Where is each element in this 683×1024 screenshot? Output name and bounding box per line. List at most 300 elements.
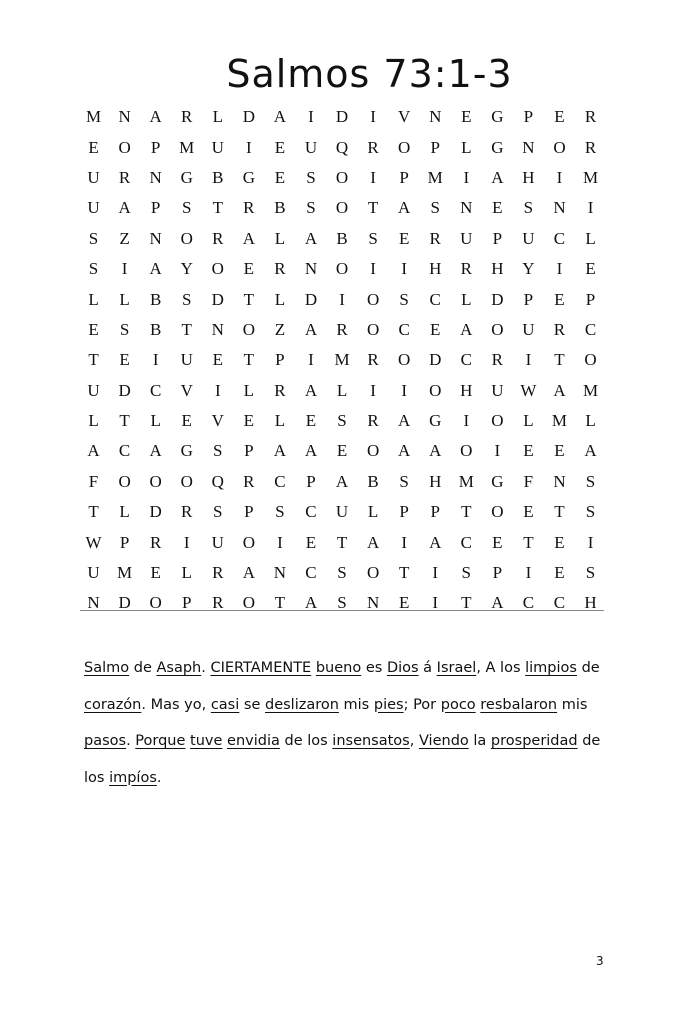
grid-cell: P: [181, 593, 192, 613]
grid-cell: N: [118, 107, 131, 127]
grid-cell: I: [525, 350, 532, 370]
grid-cell: A: [491, 167, 504, 187]
grid-row: [78, 102, 606, 132]
grid-cell: O: [118, 471, 131, 491]
grid-cell: E: [243, 411, 255, 431]
grid-cell: I: [556, 259, 563, 279]
grid-cell: L: [274, 289, 286, 309]
verse-fragment: de los: [279, 733, 333, 749]
grid-cell: M: [551, 411, 568, 431]
grid-cell: A: [242, 563, 255, 583]
grid-cell: P: [585, 289, 596, 309]
grid-cell: S: [399, 289, 409, 309]
grid-row: [78, 406, 606, 436]
grid-cell: R: [584, 107, 597, 127]
underlined-word: pasos: [84, 733, 127, 749]
grid-cell: I: [401, 380, 407, 400]
grid-cell: V: [398, 107, 411, 127]
grid-cell: T: [336, 532, 348, 552]
grid-cell: I: [432, 563, 439, 583]
grid-cell: A: [398, 441, 411, 461]
verse-fragment: , A los: [476, 660, 526, 676]
grid-cell: I: [214, 380, 221, 400]
grid-cell: I: [308, 107, 314, 127]
grid-cell: O: [149, 471, 162, 491]
grid-cell: M: [582, 167, 599, 187]
grid-cell: A: [398, 411, 411, 431]
grid-cell: E: [305, 411, 317, 431]
grid-cell: W: [520, 380, 537, 400]
grid-cell: N: [273, 563, 287, 583]
grid-cell: H: [429, 471, 442, 491]
grid-row: [78, 254, 606, 284]
grid-cell: T: [181, 319, 192, 339]
grid-cell: U: [180, 350, 193, 370]
grid-cell: A: [553, 380, 566, 400]
grid-cell: D: [118, 593, 131, 613]
grid-cell: E: [585, 259, 596, 279]
verse-fragment: de: [576, 660, 600, 676]
grid-cell: G: [242, 167, 255, 187]
grid-cell: L: [119, 289, 130, 309]
grid-cell: L: [585, 228, 596, 248]
grid-cell: E: [336, 441, 348, 461]
grid-row: [78, 284, 606, 314]
grid-cell: P: [275, 350, 285, 370]
underlined-word: Porque: [135, 733, 186, 749]
grid-cell: U: [491, 380, 504, 400]
grid-cell: P: [430, 137, 440, 157]
grid-cell: B: [274, 198, 286, 218]
grid-cell: E: [305, 532, 317, 552]
grid-row: [78, 193, 606, 223]
grid-cell: L: [523, 411, 534, 431]
grid-cell: R: [584, 137, 597, 157]
grid-cell: A: [304, 228, 318, 248]
grid-cell: O: [460, 441, 473, 461]
grid-cell: D: [429, 350, 442, 370]
grid-cell: A: [242, 228, 255, 248]
grid-cell: H: [491, 259, 504, 279]
grid-cell: E: [430, 319, 441, 339]
grid-cell: E: [461, 107, 472, 127]
grid-cell: S: [88, 228, 99, 248]
grid-cell: R: [429, 228, 441, 248]
grid-cell: C: [118, 441, 131, 461]
grid-row: [78, 376, 606, 406]
grid-cell: B: [149, 319, 162, 339]
grid-cell: G: [429, 411, 442, 431]
grid-cell: O: [118, 137, 131, 157]
grid-cell: C: [460, 350, 472, 370]
grid-cell: P: [244, 502, 254, 522]
page-title: Salmos 73:1-3: [226, 52, 513, 96]
grid-cell: O: [242, 593, 255, 613]
grid-cell: L: [181, 563, 192, 583]
grid-row: [78, 315, 606, 345]
underlined-word: pies: [373, 696, 404, 713]
grid-cell: M: [179, 137, 195, 157]
grid-cell: W: [85, 532, 102, 552]
grid-cell: E: [492, 532, 503, 552]
grid-cell: R: [336, 319, 348, 339]
grid-cell: Q: [211, 471, 224, 491]
grid-cell: I: [463, 411, 470, 431]
grid-cell: L: [336, 380, 348, 400]
grid-cell: O: [335, 198, 349, 218]
grid-cell: T: [367, 198, 379, 218]
grid-cell: R: [367, 411, 379, 431]
grid-cell: V: [211, 411, 224, 431]
verse-fragment: de: [129, 660, 157, 676]
grid-cell: B: [336, 228, 348, 248]
grid-row: [78, 345, 606, 375]
grid-cell: C: [553, 228, 566, 248]
divider: [80, 610, 604, 611]
grid-cell: N: [149, 167, 162, 187]
grid-cell: A: [304, 441, 318, 461]
grid-cell: S: [337, 593, 347, 613]
grid-cell: G: [180, 167, 193, 187]
grid-cell: A: [366, 532, 380, 552]
grid-cell: B: [149, 289, 162, 309]
grid-cell: E: [523, 441, 534, 461]
grid-cell: A: [584, 441, 597, 461]
grid-cell: I: [339, 289, 345, 309]
grid-cell: S: [399, 471, 409, 491]
verse-fragment: es: [361, 660, 387, 676]
grid-cell: E: [554, 441, 565, 461]
grid-cell: C: [460, 532, 472, 552]
grid-cell: M: [85, 107, 102, 127]
verse-fragment: .: [201, 660, 211, 676]
verse-fragment: ; Por: [403, 696, 441, 713]
grid-cell: D: [491, 289, 504, 309]
grid-cell: L: [88, 411, 99, 431]
grid-cell: I: [401, 259, 407, 279]
grid-cell: S: [368, 228, 378, 248]
grid-cell: A: [491, 593, 504, 613]
grid-cell: O: [211, 259, 224, 279]
grid-cell: P: [492, 228, 503, 248]
grid-cell: R: [460, 259, 472, 279]
grid-cell: Y: [522, 259, 535, 279]
grid-cell: D: [242, 107, 255, 127]
verse-text: [84, 650, 604, 796]
grid-cell: O: [491, 502, 504, 522]
grid-cell: O: [553, 137, 566, 157]
grid-cell: O: [366, 441, 380, 461]
grid-cell: S: [337, 411, 347, 431]
grid-cell: O: [149, 593, 162, 613]
grid-cell: O: [335, 167, 349, 187]
grid-cell: T: [119, 411, 130, 431]
grid-cell: R: [367, 350, 379, 370]
grid-cell: E: [554, 289, 565, 309]
grid-cell: A: [335, 471, 349, 491]
verse-fragment: se: [239, 696, 265, 713]
grid-cell: S: [306, 167, 316, 187]
grid-cell: A: [149, 259, 162, 279]
grid-cell: U: [522, 228, 535, 248]
grid-cell: E: [523, 502, 534, 522]
grid-cell: O: [180, 228, 193, 248]
grid-cell: Q: [335, 137, 349, 157]
grid-cell: D: [304, 289, 318, 309]
grid-cell: I: [587, 198, 594, 218]
grid-cell: F: [523, 471, 534, 491]
grid-cell: C: [553, 593, 566, 613]
grid-cell: N: [366, 593, 380, 613]
grid-cell: N: [304, 259, 318, 279]
grid-cell: Y: [180, 259, 193, 279]
grid-cell: E: [398, 593, 410, 613]
grid-cell: S: [585, 563, 596, 583]
grid-cell: R: [181, 107, 193, 127]
grid-cell: P: [306, 471, 316, 491]
verse-fragment: ,: [409, 733, 419, 749]
grid-cell: A: [118, 198, 131, 218]
grid-cell: S: [585, 471, 596, 491]
grid-cell: R: [212, 228, 224, 248]
grid-cell: A: [429, 532, 442, 552]
grid-cell: T: [554, 350, 565, 370]
grid-cell: I: [432, 593, 439, 613]
grid-cell: G: [491, 137, 504, 157]
grid-cell: E: [398, 228, 410, 248]
grid-cell: L: [212, 107, 223, 127]
grid-cell: U: [87, 563, 100, 583]
grid-cell: L: [243, 380, 255, 400]
grid-cell: N: [553, 471, 566, 491]
underlined-word: bueno: [315, 660, 362, 676]
verse-fragment: la: [468, 733, 491, 749]
grid-cell: P: [150, 198, 161, 218]
underlined-word: poco: [440, 696, 476, 713]
grid-cell: I: [308, 350, 314, 370]
grid-cell: O: [398, 350, 411, 370]
grid-cell: M: [458, 471, 474, 491]
grid-cell: A: [398, 198, 411, 218]
grid-row: [78, 527, 606, 557]
grid-cell: N: [211, 319, 224, 339]
verse-fragment: á: [418, 660, 437, 676]
grid-cell: R: [212, 563, 224, 583]
grid-row: [78, 224, 606, 254]
grid-cell: E: [181, 411, 192, 431]
grid-cell: A: [460, 319, 473, 339]
grid-cell: N: [553, 198, 566, 218]
grid-cell: P: [244, 441, 254, 461]
grid-cell: U: [522, 319, 535, 339]
grid-cell: I: [370, 107, 376, 127]
underlined-word: prosperidad: [490, 733, 578, 749]
grid-cell: T: [212, 198, 223, 218]
grid-row: [78, 588, 606, 618]
grid-cell: I: [494, 441, 501, 461]
grid-cell: T: [88, 502, 99, 522]
grid-cell: B: [367, 471, 379, 491]
word-search-grid: [78, 102, 606, 619]
grid-cell: R: [274, 380, 286, 400]
grid-cell: R: [149, 532, 162, 552]
grid-cell: O: [491, 411, 504, 431]
grid-cell: I: [183, 532, 190, 552]
grid-cell: C: [305, 563, 317, 583]
grid-cell: A: [149, 441, 162, 461]
underlined-word: CIERTAMENTE: [210, 660, 312, 676]
grid-cell: R: [367, 137, 379, 157]
grid-cell: I: [463, 167, 470, 187]
grid-cell: E: [88, 137, 99, 157]
grid-cell: E: [212, 350, 223, 370]
grid-cell: T: [243, 289, 255, 309]
grid-cell: S: [585, 502, 596, 522]
verse-fragment: . Mas yo,: [141, 696, 211, 713]
underlined-word: Israel: [436, 660, 477, 676]
grid-cell: U: [460, 228, 473, 248]
grid-cell: I: [401, 532, 407, 552]
grid-cell: Z: [274, 319, 286, 339]
grid-cell: A: [429, 441, 442, 461]
grid-cell: P: [119, 532, 130, 552]
grid-cell: E: [554, 532, 565, 552]
grid-cell: R: [243, 471, 255, 491]
grid-cell: S: [306, 198, 316, 218]
underlined-word: Salmo: [84, 660, 130, 676]
grid-cell: R: [274, 259, 286, 279]
grid-cell: R: [243, 198, 255, 218]
grid-cell: A: [273, 441, 287, 461]
underlined-word: deslizaron: [264, 696, 339, 713]
underlined-word: Viendo: [418, 733, 469, 749]
grid-cell: A: [304, 319, 318, 339]
grid-cell: I: [277, 532, 283, 552]
grid-cell: U: [335, 502, 349, 522]
grid-cell: L: [461, 137, 472, 157]
grid-cell: R: [181, 502, 193, 522]
grid-cell: M: [117, 563, 133, 583]
grid-cell: E: [150, 563, 161, 583]
grid-cell: D: [118, 380, 131, 400]
underlined-word: corazón: [84, 696, 142, 713]
grid-cell: O: [242, 532, 255, 552]
underlined-word: Asaph: [156, 660, 202, 676]
grid-cell: T: [461, 502, 472, 522]
grid-cell: R: [491, 350, 504, 370]
grid-cell: S: [181, 289, 192, 309]
grid-cell: N: [460, 198, 473, 218]
grid-cell: L: [274, 228, 286, 248]
grid-row: [78, 436, 606, 466]
grid-cell: Z: [119, 228, 130, 248]
grid-cell: R: [212, 593, 224, 613]
grid-cell: C: [149, 380, 162, 400]
verse-fragment: .: [126, 733, 136, 749]
grid-cell: I: [556, 167, 563, 187]
grid-cell: T: [398, 563, 410, 583]
grid-cell: R: [553, 319, 566, 339]
grid-cell: U: [87, 198, 100, 218]
grid-cell: E: [554, 563, 565, 583]
grid-cell: T: [523, 532, 534, 552]
grid-cell: O: [398, 137, 411, 157]
grid-cell: N: [429, 107, 442, 127]
grid-cell: A: [304, 593, 318, 613]
grid-cell: U: [211, 532, 224, 552]
underlined-word: casi: [210, 696, 240, 713]
page-number: 3: [596, 954, 604, 968]
grid-cell: D: [149, 502, 162, 522]
grid-cell: P: [523, 289, 534, 309]
grid-cell: A: [273, 107, 287, 127]
grid-cell: I: [121, 259, 128, 279]
underlined-word: insensatos: [332, 733, 410, 749]
grid-cell: P: [430, 502, 440, 522]
grid-cell: L: [274, 411, 286, 431]
grid-cell: L: [367, 502, 379, 522]
grid-cell: E: [274, 167, 286, 187]
grid-cell: M: [334, 350, 350, 370]
verse-fragment: .: [156, 769, 162, 786]
grid-cell: U: [211, 137, 224, 157]
grid-cell: P: [523, 107, 534, 127]
grid-cell: T: [461, 593, 472, 613]
grid-cell: P: [492, 563, 503, 583]
grid-cell: L: [461, 289, 472, 309]
grid-cell: P: [150, 137, 161, 157]
grid-cell: T: [243, 350, 255, 370]
grid-cell: L: [585, 411, 596, 431]
grid-cell: O: [491, 319, 504, 339]
grid-cell: G: [491, 471, 504, 491]
grid-cell: L: [88, 289, 99, 309]
grid-cell: C: [522, 593, 535, 613]
grid-cell: G: [491, 107, 504, 127]
grid-cell: C: [305, 502, 317, 522]
grid-cell: O: [429, 380, 442, 400]
verse-fragment: mis: [557, 696, 588, 713]
grid-cell: V: [180, 380, 193, 400]
grid-cell: S: [213, 441, 223, 461]
grid-cell: I: [370, 167, 376, 187]
grid-cell: I: [246, 137, 252, 157]
grid-row: [78, 132, 606, 162]
verse-fragment: mis: [338, 696, 374, 713]
grid-cell: N: [522, 137, 535, 157]
grid-cell: L: [150, 411, 161, 431]
grid-cell: S: [275, 502, 285, 522]
grid-cell: C: [398, 319, 410, 339]
grid-cell: C: [274, 471, 286, 491]
underlined-word: resbalaron: [480, 696, 558, 713]
grid-cell: O: [366, 563, 380, 583]
grid-cell: S: [461, 563, 472, 583]
grid-cell: E: [243, 259, 255, 279]
grid-cell: O: [584, 350, 597, 370]
grid-cell: A: [149, 107, 162, 127]
grid-cell: S: [337, 563, 347, 583]
grid-cell: N: [149, 228, 162, 248]
grid-cell: L: [119, 502, 130, 522]
grid-row: [78, 497, 606, 527]
grid-cell: O: [366, 289, 380, 309]
grid-cell: T: [88, 350, 99, 370]
grid-cell: P: [399, 167, 409, 187]
grid-cell: T: [554, 502, 565, 522]
underlined-word: impíos: [109, 769, 157, 786]
grid-cell: U: [87, 380, 100, 400]
